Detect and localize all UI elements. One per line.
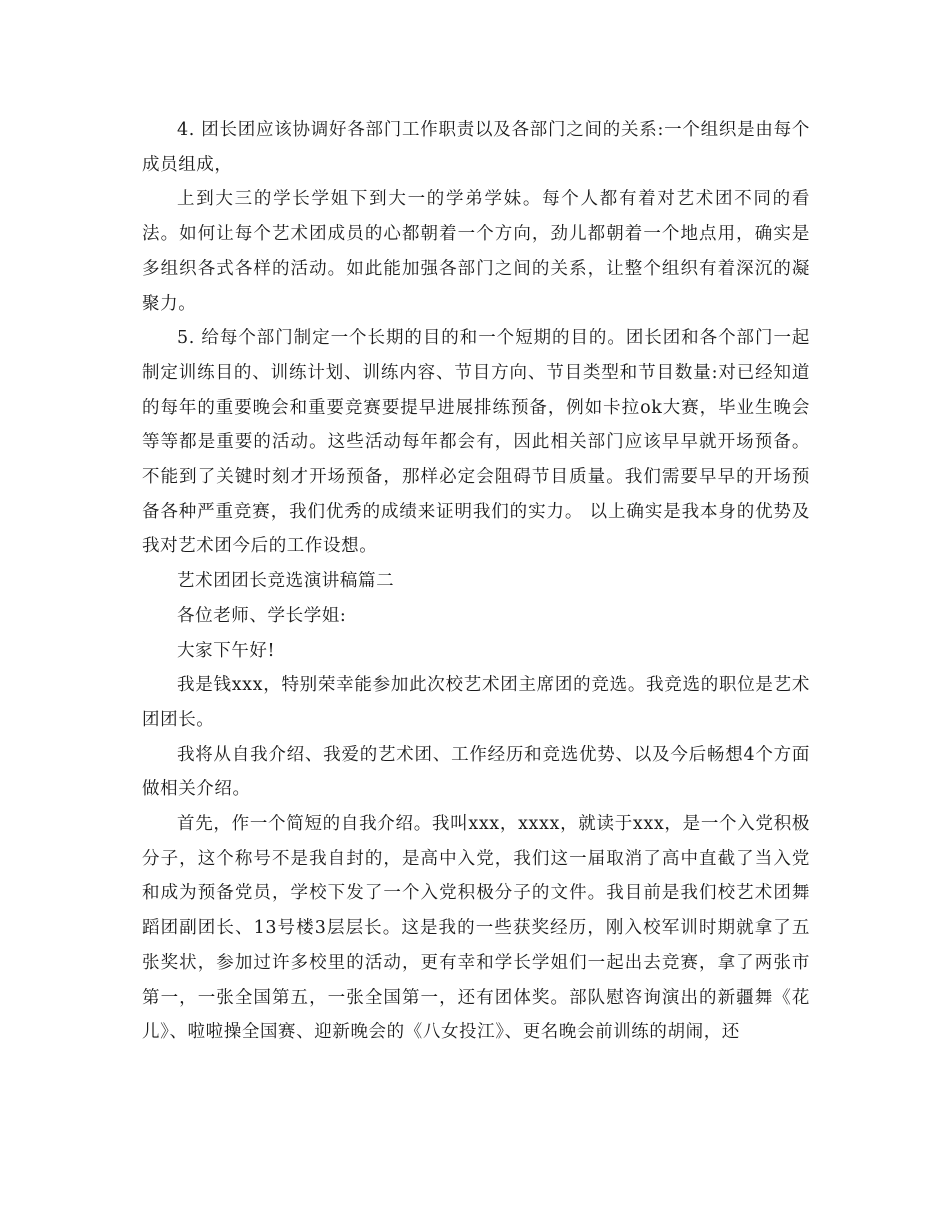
paragraph-self-introduction: 首先，作一个简短的自我介绍。我叫xxx，xxxx，就读于xxx，是一个入党积极分子，这个称号不是我自封的，是高中入党，我们这一届取消了高中直截了当入党和成为预备党员，学校下发了一个入党积极分子的文件。我目前是我们校艺术团舞蹈团副团长、13号楼3层层长。这是我的一些获奖经历，刚入校军训时期就拿了五张奖状，参加过许多校里的活动，更有幸和学长学姐们一起出去竞赛，拿了两张市第一，一张全国第五，一张全国第一，还有团体奖。部队慰咨询演出的新疆舞《花儿》、啦啦操全国赛、迎新晚会的《八女投江》、更名晚会前训练的胡闹，还 [142,814,810,1043]
document-body [142,113,810,1050]
paragraph-continuation: 上到大三的学长学姐下到大一的学弟学妹。每个人都有着对艺术团不同的看法。如何让每个艺术团成员的心都朝着一个方向，劲儿都朝着一个地点用，确实是多组织各式各样的活动。如此能加强各部门之间的关系，让整个组织有着深沉的凝聚力。 [142,189,810,314]
section-heading: 艺术团团长竞选演讲稿篇二 [177,571,395,592]
paragraph-outline: 我将从自我介绍、我爱的艺术团、工作经历和竞选优势、以及今后畅想4个方面做相关介绍。 [142,744,810,800]
paragraph-item-5: 5. 给每个部门制定一个长期的目的和一个短期的目的。团长团和各个部门一起制定训练目的、训练计划、训练内容、节目方向、节目类型和节目数量:对已经知道的每年的重要晚会和重要竞赛要提早进展排练预备，例如卡拉ok大赛，毕业生晚会等等都是重要的活动。这些活动每年都会有，因此相关部门应该早早就开场预备。不能到了关键时刻才开场预备，那样必定会阻碍节目质量。我们需要早早的开场预备各种严重竞赛，我们优秀的成绩来证明我们的实力。 以上确实是我本身的优势及我对艺术团今后的工作设想。 [142,328,810,557]
paragraph-item-4: 4. 团长团应该协调好各部门工作职责以及各部门之间的关系:一个组织是由每个成员组成， [142,120,810,175]
greeting: 大家下午好! [177,640,276,661]
paragraph-introduction: 我是钱xxx，特别荣幸能参加此次校艺术团主席团的竞选。我竞选的职位是艺术团团长。 [142,675,810,730]
salutation: 各位老师、学长学姐: [177,605,347,626]
